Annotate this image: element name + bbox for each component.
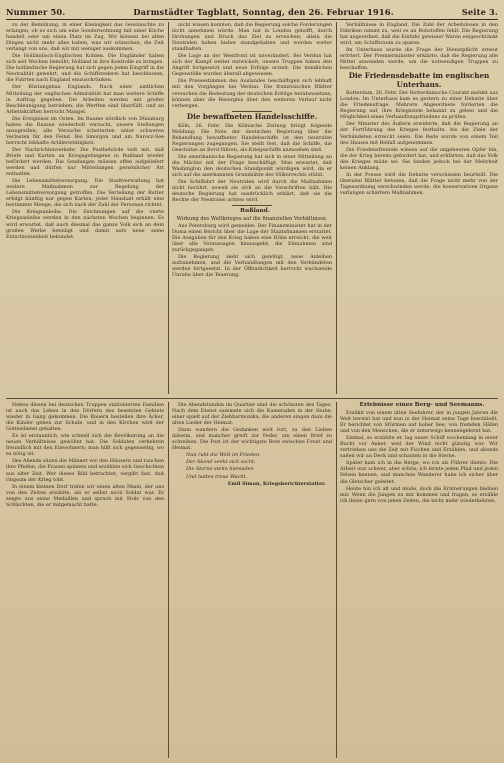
article-paragraph: Rotterdam, 26. Febr. Der Rotterdamsche Courant meldet aus London: Im Unterhaus kam es gestern zu einer Debatte über die Friedensfrage. Mehrere Abgeordnete forderten die Regierung auf, ihre Kriegsziele bekannt zu geben und die Möglichkeit eines Verhandlungsfriedens zu prüfen. (340, 90, 498, 121)
story-paragraph: Erzählt von einem alten Seefahrer, der in jungen Jahren die Welt bereist hat und nun in der Heimat seine Tage beschließt. Er berichtet von Stürmen auf hoher See, von fremden Häfen und von den Menschen, die er unterwegs kennengelernt hat. (340, 410, 498, 435)
article-paragraph: Aus Petersburg wird gemeldet: Der Finanzminister hat in der Duma einen Bericht über die Lage der Staatsfinanzen erstattet. Die Ausgaben für den Krieg haben eine Höhe erreicht, die weit über alle Voraussagen hinausgeht; die Einnahmen sind zurückgegangen. (172, 223, 332, 254)
article-paragraph: Die Regierung sieht sich genötigt, neue Anleihen aufzunehmen, und die Verhandlungen mit den Verbündeten werden fortgesetzt. In der Öffentlichkeit herrscht wachsende Unruhe über die Teuerung. (172, 254, 332, 279)
section-rule (232, 205, 272, 206)
feuilleton-paragraph: Des Abends sitzen die Männer vor den Häusern und rauchen ihre Pfeifen; die Frauen spinnen und erzählen sich Geschichten aus alter Zeit. Wer dieses Bild betrachtet, vergißt fast, daß ringsum der Krieg tobt. (6, 458, 164, 483)
feuilleton-paragraph: In einem kleinen Dorf trafen wir einen alten Mann, der uns von den Zeiten erzählte, als er selbst noch Soldat war. Er zeigte uns seine Medaillen und sprach mit Stolz von den Schlachten, die er mitgemacht hatte. (6, 483, 164, 508)
article-paragraph: nicht wissen konnten, daß die Regierung solche Forderungen nicht annehmen würde. Man hat in London gehofft, durch Drohungen und Druck das Ziel zu erreichen; allein die Neutralen haben bisher standgehalten und werden weiter standhalten. (172, 22, 332, 53)
masthead (6, 4, 498, 20)
column-2 (172, 22, 332, 394)
poem-line: Die Sterne stehn hienieden (186, 466, 254, 473)
column-1 (6, 22, 164, 394)
article-paragraph: In der Presse wird die Debatte verschieden beurteilt. Die liberalen Blätter betonen, daß die Frage nicht mehr von der Tagesordnung verschwinden werde; die konservativen Organe verlangen schärfere Maßnahmen. (340, 171, 498, 196)
feuilleton-column-2 (172, 402, 332, 758)
story-title: Erlebnisse eines Berg- und Seemanns. (359, 402, 485, 408)
column-divider (168, 402, 169, 758)
feuilleton-divider (6, 398, 498, 399)
page-number: Seite 3. (461, 6, 498, 17)
story-paragraph: Einmal, so erzählte er, lag unser Schiff wochenlang in einer Bucht vor Anker, weil der Wind nicht günstig war. Wir vertrieben uns die Zeit mit Fischen und Erzählen, und abends saßen wir an Deck und schauten in die Sterne. (340, 435, 498, 460)
article-paragraph: Verhältnisse in England. Die Zahl der Arbeitslosen in den Fabriken nimmt zu, weil es an Rohstoffen fehlt. Die Regierung hat angeordnet, daß die Einfuhr gewisser Waren eingeschränkt wird, um Schiffsraum zu sparen. (340, 22, 498, 47)
article-paragraph: Die Pressestimmen des Auslandes beschäftigen sich lebhaft mit den Vorgängen bei Verdun. Die französischen Blätter versuchen die Bedeutung der deutschen Erfolge herabzusetzen, können aber die Besorgnis über den weiteren Verlauf nicht verbergen. (172, 78, 332, 109)
feuilleton-column-1 (6, 402, 164, 758)
newspaper-title-line: Darmstädter Tagblatt, Sonntag, den 26. Februar 1916. (133, 6, 394, 17)
author-signature: Emil Simon, Kriegsberichterstatter. (227, 480, 326, 487)
article-paragraph: Die Kriegsanleihe. Die Zeichnungen auf die vierte Kriegsanleihe werden in den nächsten Wochen beginnen. Es wird erwartet, daß auch diesmal das ganze Volk sich an dem großen Werke beteiligt und damit aufs neue seine Entschlossenheit bekundet. (6, 209, 164, 240)
article-paragraph: Der Minister des Äußern erwiderte, daß die Regierung an der Fortführung des Krieges festhalte, bis die Ziele der Verbündeten erreicht seien. Die Rede wurde von einem Teil des Hauses mit Beifall aufgenommen. (340, 121, 498, 146)
article-paragraph: Die Friedensfreunde wiesen auf die ungeheuren Opfer hin, die der Krieg bereits gefordert hat, und erklärten, daß das Volk des Krieges müde sei. Sie fanden jedoch bei der Mehrheit keinen Anklang. (340, 146, 498, 171)
feuilleton-paragraph: Es ist erstaunlich, wie schnell sich die Bevölkerung an die neuen Verhältnisse gewöhnt hat. Die Soldaten verkehren freundlich mit den Einwohnern; man hilft sich gegenseitig, wo es nötig ist. (6, 433, 164, 458)
issue-number: Nummer 50. (6, 6, 66, 17)
article-paragraph: Köln, 26. Febr. Die Kölnische Zeitung bringt folgende Meldung: Die Note der deutschen Regierung über die Behandlung bewaffneter Handelsschiffe ist den neutralen Regierungen zugegangen. Sie stellt fest, daß die Schiffe, die Geschütze an Bord führen, als Kriegsschiffe anzusehen sind. (172, 122, 332, 153)
feuilleton-paragraph: Dann wandern die Gedanken weit fort, zu den Lieben daheim, und mancher greift zur Feder, um einen Brief zu schreiben. Die Post ist der wichtigste Bote zwischen Front und Heimat. (172, 427, 332, 452)
poem-line: Der Abend senkt sich sacht; (186, 459, 256, 466)
article-paragraph: Die amerikanische Regierung hat sich in einer Mitteilung an die Mächte mit der Frage beschäftigt. Man erwartet, daß Washington den deutschen Standpunkt würdigen wird, da er sich auf die anerkannten Grundsätze des Völkerrechts stützt. (172, 153, 332, 179)
article-paragraph: Die Holländisch-Englischen Kohlen. Die Engländer haben sich seit Wochen bemüht, Holland in ihre Kontrolle zu bringen. Die holländische Regierung hat sich gegen jeden Eingriff in die Neutralität gewehrt, und die Schiffsrederei hat beschlossen, die Fahrten nach England einzuschränken. (6, 53, 164, 84)
poem-line: Nun ruht die Welt im Frieden, (186, 452, 261, 459)
feuilleton-paragraph: Die Abendstunden im Quartier sind die schönsten des Tages. Nach dem Dienst sammeln sich die Kameraden in der Stube; einer spielt auf der Ziehharmonika, die anderen singen dazu die alten Lieder der Heimat. (172, 402, 332, 427)
poem-line: Und halten treue Wacht. (186, 473, 247, 480)
column-divider (336, 22, 337, 394)
headline-armed-merchant-ships: Die bewaffneten Handelsschiffe. (186, 112, 318, 122)
headline-peace-debate: Die Friedensdebatte im englischen Unterhaus. (348, 71, 490, 89)
article-paragraph: Die Ereignisse im Osten. Im Raume nördlich von Dünaburg haben die Russen wiederholt versucht, unsere Stellungen anzugreifen; alle Versuche scheiterten unter schweren Verlusten für den Feind. Bei Smorgon und am Narocz-See herrscht lebhafte Artillerietätigkeit. (6, 115, 164, 146)
article-paragraph: Im Unterhaus wurde die Frage der Dienstpflicht erneut erörtert. Der Premierminister erklärte, daß die Regierung alle Mittel anwenden werde, um die notwendigen Truppen zu beschaffen. (340, 47, 498, 72)
story-paragraph: Heute bin ich alt und müde, doch die Erinnerungen bleiben mir. Wenn die Jungen zu mir kommen und fragen, so erzähle ich ihnen gern von jenen Zeiten, die nicht mehr wiederkehren. (340, 485, 498, 504)
article-paragraph: Die Lebensmittelversorgung. Die Stadtverwaltung hat weitere Maßnahmen zur Regelung der Lebensmittelversorgung getroffen. Die Verteilung der Butter erfolgt künftig nur gegen Karten; jeder Haushalt erhält eine bestimmte Menge, die sich nach der Zahl der Personen richtet. (6, 178, 164, 209)
subhead-russia: Rußland. (240, 208, 270, 215)
column-3 (340, 22, 498, 394)
feuilleton-column-3 (340, 402, 498, 758)
article-paragraph: Die Lage an der Westfront ist unverändert. Bei Verdun hat sich der Kampf weiter entwickelt; unsere Truppen haben den Angriff fortgesetzt und neue Erfolge erzielt. Die feindlichen Gegenstöße wurden überall abgewiesen. (172, 53, 332, 78)
section-rule (232, 111, 272, 112)
story-paragraph: Später kam ich in die Berge, wo ich als Führer diente. Die Arbeit war schwer, aber schön; ich lernte jeden Pfad und jeden Felsen kennen, und manchen Wanderer habe ich sicher über die Gletscher geleitet. (340, 460, 498, 485)
article-paragraph: zu der Bemühung, in einer Kleinigkeit das Gewünschte zu erlangen, ob es sich um eine Sonderwohnung mit einer Küche handelt oder um einen Platz im Zug. Wir können bei allen Dingen nicht mehr alles haben, was wir wünschen; die Zeit verlangt von uns, daß wir mit weniger auskommen. (6, 22, 164, 53)
article-paragraph: Der Rüstungsbau Englands. Nach einer amtlichen Mitteilung der englischen Admiralität hat man weitere Schiffe in Auftrag gegeben. Die Arbeiten werden mit großer Beschleunigung betrieben; die Werften sind überfüllt, und an Arbeitskräften herrscht Mangel. (6, 84, 164, 115)
article-paragraph: Die Schiffahrt der Neutralen wird durch die Maßnahmen nicht berührt, soweit sie sich an die Vorschriften hält. Die deutsche Regierung hat ausdrücklich erklärt, daß sie die Rechte der Neutralen achten wird. (172, 179, 332, 204)
feuilleton-paragraph: Neben diesen bei deutschen Truppen stationierten Familien ist auch das Leben in den Dörfern des besetzten Gebiets wieder in Gang gekommen. Die Bauern bestellen ihre Äcker, die Kinder gehen zur Schule, und in den Kirchen wird der Gottesdienst gehalten. (6, 402, 164, 433)
column-divider (336, 402, 337, 758)
article-paragraph: Der Nachrichtenverkehr. Die Postbehörde teilt mit, daß Briefe und Karten an Kriegsgefangene in Rußland wieder befördert werden. Die Sendungen müssen offen aufgeliefert werden und dürfen nur Mitteilungen persönlicher Art enthalten. (6, 146, 164, 178)
column-divider (168, 22, 169, 394)
subhead-finance: Wirkung des Weltkrieges auf die finanziellen Verhältnisse. (176, 216, 328, 223)
